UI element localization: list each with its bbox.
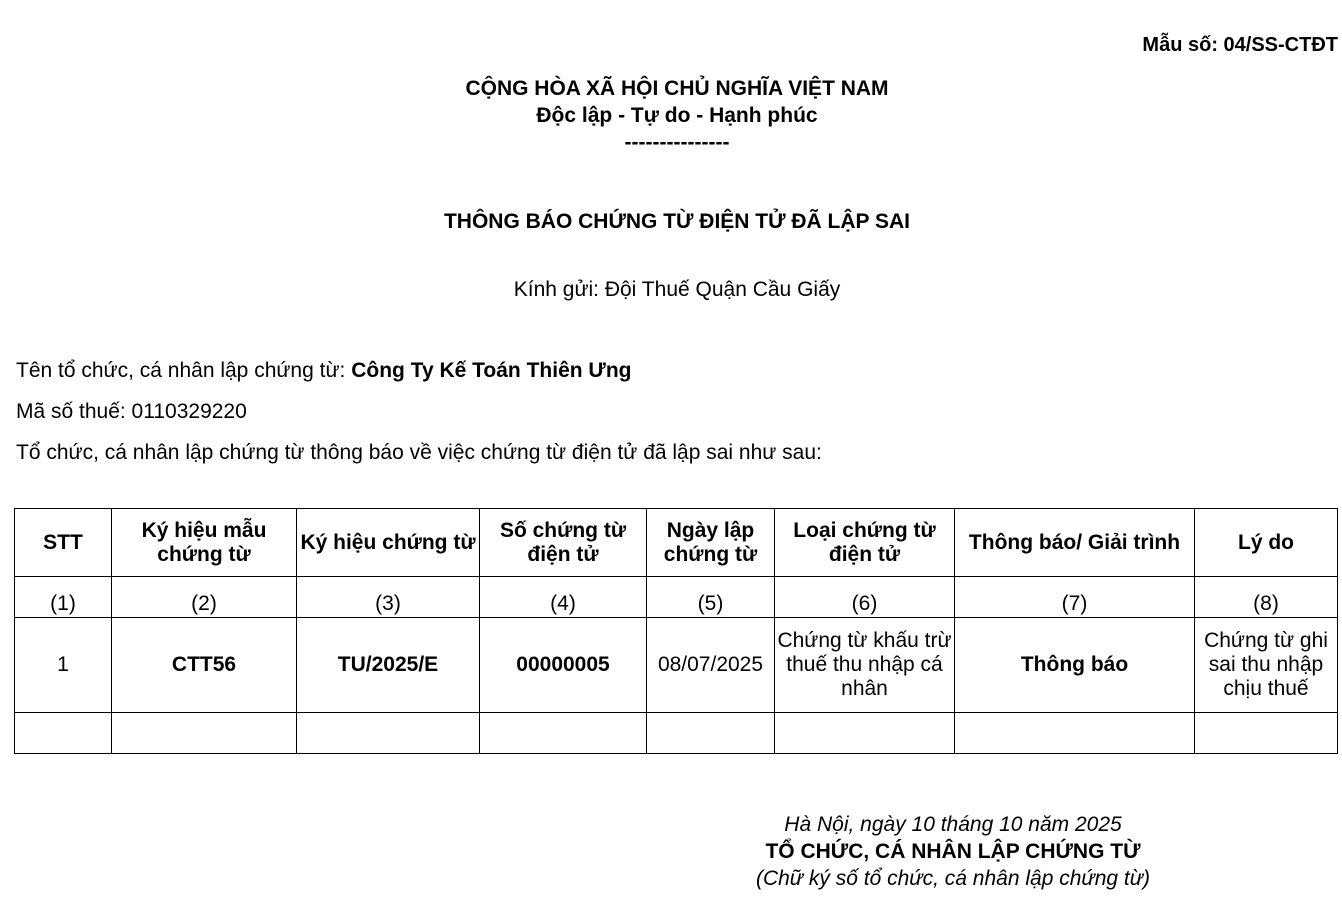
header-document-symbol: Ký hiệu chứng từ: [297, 509, 480, 577]
cell-template-symbol: CTT56: [112, 618, 297, 713]
empty-cell: [112, 713, 297, 754]
column-number: (8): [1195, 577, 1338, 618]
empty-cell: [647, 713, 775, 754]
cell-issue-date: 08/07/2025: [647, 618, 775, 713]
table-row: [15, 618, 1338, 713]
issuer-name-line: [16, 359, 632, 383]
place-date: Hà Nội, ngày 10 tháng 10 năm 2025: [784, 813, 1122, 836]
empty-cell: [480, 713, 647, 754]
empty-cell: [297, 713, 480, 754]
tax-code-line: Mã số thuế: 0110329220: [16, 400, 247, 423]
header-reason: Lý do: [1195, 509, 1338, 577]
header-issue-date: Ngày lập chứng từ: [647, 509, 775, 577]
cell-document-symbol: TU/2025/E: [297, 618, 480, 713]
column-number: (5): [647, 577, 775, 618]
header-divider: ---------------: [624, 131, 730, 154]
column-number: (2): [112, 577, 297, 618]
cell-reason: Chứng từ ghi sai thu nhập chịu thuế: [1195, 618, 1338, 713]
empty-cell: [15, 713, 112, 754]
issuer-name-value: Công Ty Kế Toán Thiên Ưng: [351, 359, 632, 382]
empty-cell: [955, 713, 1195, 754]
country-name: CỘNG HÒA XÃ HỘI CHỦ NGHĨA VIỆT NAM: [465, 77, 889, 100]
empty-cell: [1195, 713, 1338, 754]
document-title: THÔNG BÁO CHỨNG TỪ ĐIỆN TỬ ĐÃ LẬP SAI: [443, 210, 911, 233]
column-number: (7): [955, 577, 1195, 618]
column-number: (1): [15, 577, 112, 618]
header-document-type: Loại chứng từ điện tử: [775, 509, 955, 577]
table-header-row: [15, 509, 1338, 577]
national-motto: Độc lập - Tự do - Hạnh phúc: [536, 104, 818, 127]
cell-notice-type: Thông báo: [955, 618, 1195, 713]
empty-cell: [775, 713, 955, 754]
column-number: (4): [480, 577, 647, 618]
national-header: [0, 75, 1342, 156]
column-number: (6): [775, 577, 955, 618]
recipient-line: Kính gửi: Đội Thuế Quận Cầu Giấy: [513, 278, 841, 301]
column-number-row: [15, 577, 1338, 618]
cell-document-type: Chứng từ khấu trừ thuế thu nhập cá nhân: [775, 618, 955, 713]
signature-note: (Chữ ký số tổ chức, cá nhân lập chứng từ): [755, 867, 1151, 890]
header-document-number: Số chứng từ điện tử: [480, 509, 647, 577]
issuer-name-label: Tên tổ chức, cá nhân lập chứng từ:: [16, 359, 352, 382]
header-template-symbol: Ký hiệu mẫu chứng từ: [112, 509, 297, 577]
header-notice-type: Thông báo/ Giải trình: [955, 509, 1195, 577]
table-row-empty: [15, 713, 1338, 754]
cell-stt: 1: [15, 618, 112, 713]
column-number: (3): [297, 577, 480, 618]
error-notice-table: [14, 508, 1338, 754]
signer-title: TỔ CHỨC, CÁ NHÂN LẬP CHỨNG TỪ: [765, 840, 1141, 863]
header-stt: STT: [15, 509, 112, 577]
cell-document-number: 00000005: [480, 618, 647, 713]
form-number: Mẫu số: 04/SS-CTĐT: [1142, 34, 1338, 56]
statement-line: Tổ chức, cá nhân lập chứng từ thông báo về việc chứng từ điện tử đã lập sai như sau:: [16, 441, 822, 464]
signature-block: [700, 811, 1206, 892]
